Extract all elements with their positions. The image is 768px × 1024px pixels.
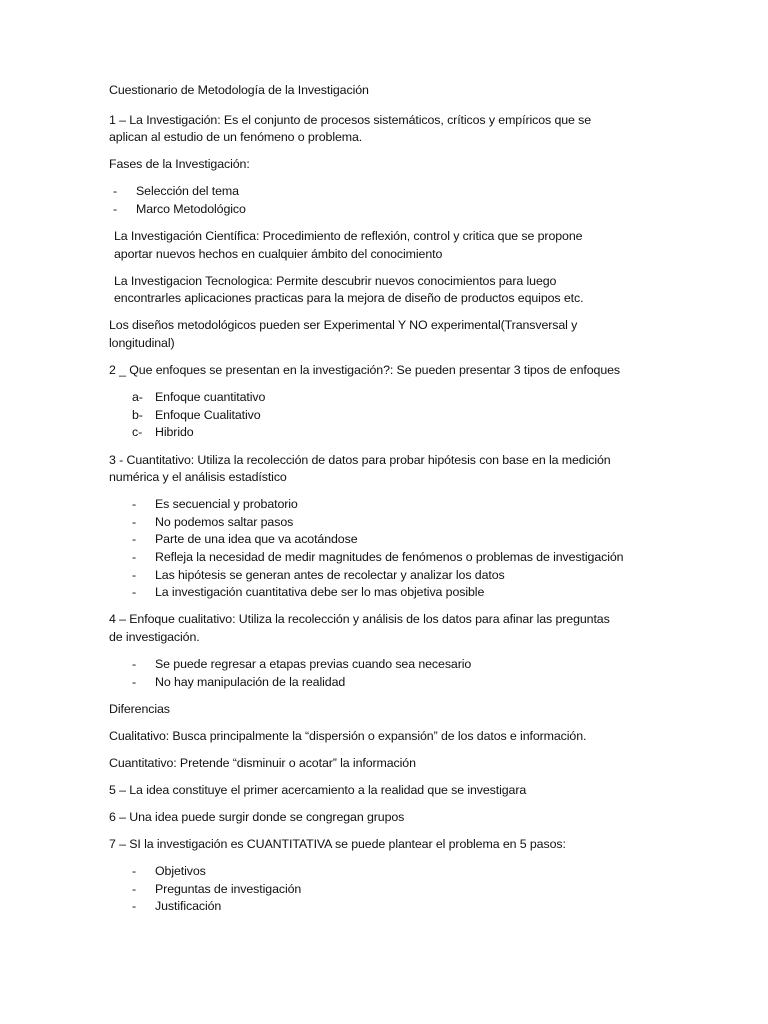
list-marker: - — [132, 864, 137, 879]
list-item — [109, 584, 669, 602]
question-6-paragraph: 6 – Una idea puede surgir donde se congregan grupos — [109, 810, 405, 824]
list-marker: - — [132, 881, 137, 896]
list-item — [109, 567, 669, 585]
list-item-text: Hibrido — [155, 425, 194, 440]
list-item-text: Refleja la necesidad de medir magnitudes de fenómenos o problemas de investigación — [155, 549, 624, 564]
scientific-research-paragraph: La Investigación Científica: Procedimiento de reflexión, control y critica que se propone aportar nuevos hechos en cualquier ámbito del conocimiento — [114, 229, 583, 261]
qualitative-points-list — [109, 656, 669, 691]
list-item-text: Enfoque Cualitativo — [155, 407, 261, 422]
list-item — [109, 424, 669, 442]
list-item-text: Objetivos — [155, 864, 206, 879]
phases-heading: Fases de la Investigación: — [109, 157, 250, 172]
list-item — [109, 407, 669, 425]
list-marker: - — [132, 549, 137, 564]
list-item — [109, 549, 669, 567]
list-marker: - — [113, 184, 118, 199]
list-marker: - — [132, 656, 137, 671]
list-marker: a- — [132, 390, 143, 405]
list-item-text: Es secuencial y probatorio — [155, 497, 298, 512]
list-marker: - — [132, 567, 137, 582]
problem-steps-list — [109, 863, 669, 916]
list-item — [109, 898, 669, 916]
list-item-text: Enfoque cuantitativo — [155, 390, 266, 405]
list-item-text: Las hipótesis se generan antes de recolectar y analizar los datos — [155, 567, 505, 582]
list-marker: - — [113, 201, 118, 216]
list-marker: - — [132, 532, 137, 547]
list-marker: - — [132, 899, 137, 914]
question-1-paragraph: 1 – La Investigación: Es el conjunto de procesos sistemáticos, críticos y empíricos que se aplican al estudio de un fenómeno o problema. — [109, 112, 592, 145]
list-item — [109, 863, 669, 881]
list-item — [109, 656, 669, 674]
list-item — [109, 389, 669, 407]
list-item-text: No podemos saltar pasos — [155, 514, 294, 529]
list-marker: - — [132, 497, 137, 512]
list-item-text: La investigación cuantitativa debe ser lo mas objetiva posible — [155, 585, 485, 600]
quantitative-difference-paragraph: Cuantitativo: Pretende “disminuir o acotar” la información — [109, 755, 416, 770]
list-item-text: Selección del tema — [136, 184, 239, 199]
question-4-paragraph: 4 – Enfoque cualitativo: Utiliza la recolección y análisis de los datos para afinar las preguntas de investigación. — [109, 612, 610, 644]
list-item — [109, 674, 669, 692]
technological-research-paragraph: La Investigacion Tecnologica: Permite descubrir nuevos conocimientos para luego encontrarles aplicaciones practicas para la mejora de diseño de productos equipos etc. — [114, 273, 584, 306]
qualitative-difference-paragraph: Cualitativo: Busca principalmente la “dispersión o expansión” de los datos e información. — [109, 728, 587, 743]
list-item-text: Parte de una idea que va acotándose — [155, 532, 358, 547]
document-title: Cuestionario de Metodología de la Investigación — [109, 83, 369, 97]
list-item-text: Justificación — [155, 899, 222, 914]
question-7-paragraph: 7 – SI la investigación es CUANTITATIVA se puede plantear el problema en 5 pasos: — [109, 837, 566, 852]
question-5-paragraph: 5 – La idea constituye el primer acercamiento a la realidad que se investigara — [109, 782, 527, 797]
phases-list — [109, 183, 669, 218]
list-item-text: No hay manipulación de la realidad — [155, 674, 346, 689]
quantitative-points-list — [109, 496, 669, 602]
list-marker: - — [132, 674, 137, 689]
question-3-paragraph: 3 - Cuantitativo: Utiliza la recolección de datos para probar hipótesis con base en la medición numérica y el análisis estadístico — [109, 452, 611, 485]
list-marker: b- — [132, 407, 143, 422]
list-marker: c- — [132, 425, 143, 440]
list-marker: - — [132, 585, 137, 600]
list-item-text: Preguntas de investigación — [155, 881, 302, 896]
list-item — [109, 881, 669, 899]
question-2-paragraph: 2 _ Que enfoques se presentan en la investigación?: Se pueden presentar 3 tipos de enfoques — [109, 363, 620, 378]
list-item — [109, 496, 669, 514]
approaches-list — [109, 389, 669, 442]
methodological-designs-paragraph: Los diseños metodológicos pueden ser Experimental Y NO experimental(Transversal y longitudinal) — [109, 318, 578, 351]
list-item — [109, 531, 669, 549]
list-item — [109, 514, 669, 532]
list-item — [109, 183, 669, 201]
list-item-text: Se puede regresar a etapas previas cuando sea necesario — [155, 656, 472, 671]
differences-heading: Diferencias — [109, 701, 170, 716]
list-item-text: Marco Metodológico — [136, 201, 246, 216]
list-item — [109, 201, 669, 219]
list-marker: - — [132, 514, 137, 529]
document-body — [109, 82, 669, 925]
